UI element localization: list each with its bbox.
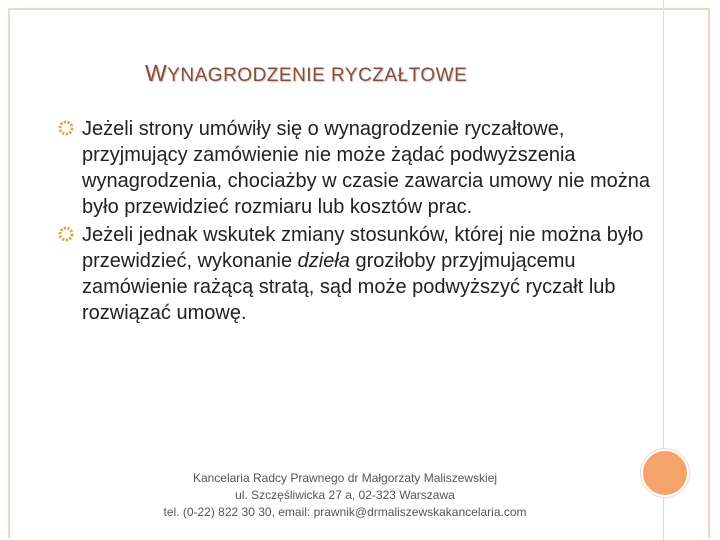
title-rest: YNAGRODZENIE RYCZAŁTOWE <box>167 65 468 86</box>
bullet-list <box>58 116 658 326</box>
footer-line-contact: tel. (0-22) 822 30 30, email: prawnik@drmaliszewskakancelaria.com <box>163 505 527 519</box>
bullet-text-part: Jeżeli jednak wskutek zmiany stosunków, której nie można było przewidzieć, wykonanie <box>82 224 644 272</box>
slide-title <box>145 60 467 87</box>
bullet-text: Jeżeli strony umówiły się o wynagrodzenie ryczałtowe, przyjmujący zamówienie nie może żądać podwyższenia wynagrodzenia, chociażby w czasie zawarcia umowy nie można było przewidzieć rozmiaru lub kosztów prac. <box>82 118 651 218</box>
bullet-item <box>58 222 658 326</box>
bullet-text-part: groziłoby przyjmującemu zamówienie rażącą stratą, sąd może podwyższyć ryczałt lub rozwiązać umowę. <box>82 250 616 324</box>
bullet-text-italic: dzieła <box>297 250 350 272</box>
decorative-vertical-line <box>663 0 664 450</box>
footer-line-address: ul. Szczęśliwicka 27 a, 02-323 Warszawa <box>235 488 455 502</box>
gear-icon <box>58 226 74 242</box>
bullet-text <box>82 222 658 326</box>
title-first-letter: W <box>145 60 168 86</box>
gear-icon <box>58 120 74 136</box>
footer-line-office: Kancelaria Radcy Prawnego dr Małgorzaty Maliszewskiej <box>192 471 498 485</box>
bullet-item <box>58 116 658 220</box>
footer <box>0 470 690 521</box>
